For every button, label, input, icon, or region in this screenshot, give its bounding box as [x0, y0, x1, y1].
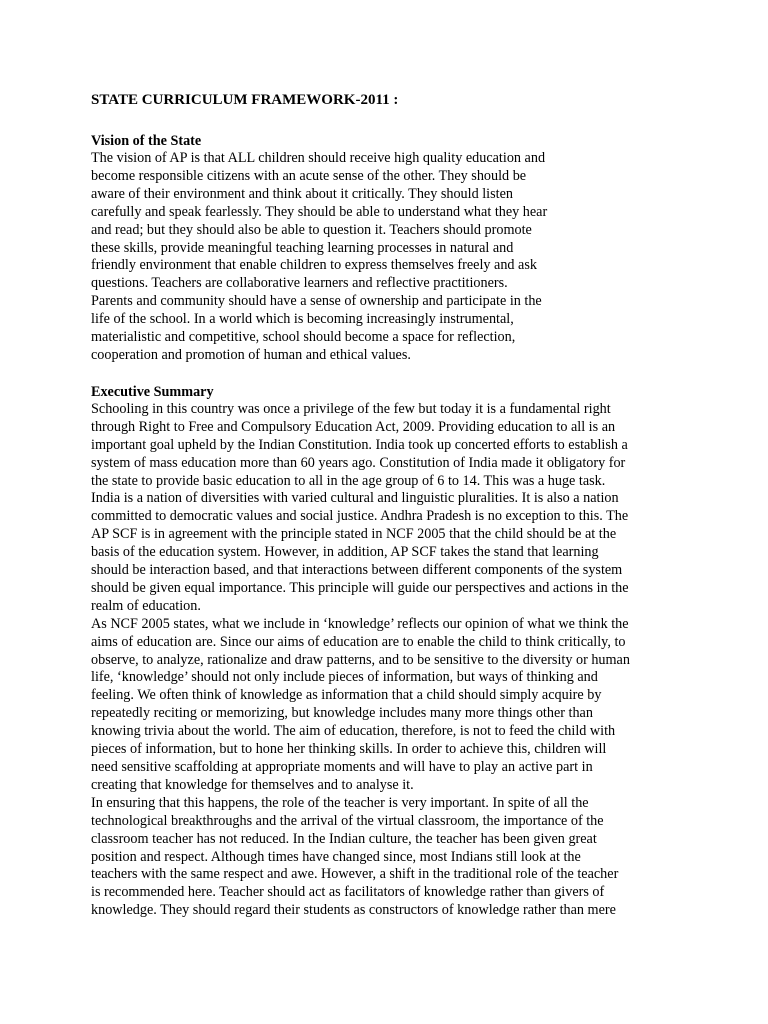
text-line: is recommended here. Teacher should act as facilitators of knowledge rather than givers of: [91, 884, 605, 901]
text-line: carefully and speak fearlessly. They should be able to understand what they hear: [91, 203, 548, 220]
text-line: become responsible citizens with an acute sense of the other. They should be: [91, 167, 527, 184]
text-line: friendly environment that enable children to express themselves freely and ask: [91, 257, 537, 274]
text-line: Parents and community should have a sense of ownership and participate in the: [91, 293, 542, 310]
text-line: In ensuring that this happens, the role of the teacher is very important. In spite of all the: [91, 794, 589, 811]
text-line: through Right to Free and Compulsory Education Act, 2009. Providing education to all is an: [91, 418, 616, 435]
text-line: important goal upheld by the Indian Constitution. India took up concerted efforts to establish a: [91, 436, 628, 453]
section-vision: [91, 132, 671, 365]
text-line: classroom teacher has not reduced. In the Indian culture, the teacher has been given great: [91, 830, 597, 847]
section-body-executive-summary: [91, 401, 671, 920]
text-line: knowing trivia about the world. The aim of education, therefore, is not to feed the child with: [91, 723, 616, 740]
text-line: AP SCF is in agreement with the principle stated in NCF 2005 that the child should be at the: [91, 526, 617, 543]
text-line: Schooling in this country was once a privilege of the few but today it is a fundamental right: [91, 400, 611, 417]
text-line: aims of education are. Since our aims of education are to enable the child to think critically, to: [91, 633, 626, 650]
text-line: As NCF 2005 states, what we include in ‘knowledge’ reflects our opinion of what we think the: [91, 615, 629, 632]
document-title: STATE CURRICULUM FRAMEWORK-2011 :: [91, 92, 399, 108]
text-line: realm of education.: [91, 597, 201, 614]
section-body-vision: [91, 150, 671, 365]
text-line: life, ‘knowledge’ should not only include pieces of information, but ways of thinking and: [91, 669, 598, 686]
text-line: need sensitive scaffolding at appropriate moments and will have to play an active part in: [91, 759, 593, 775]
text-line: committed to democratic values and social justice. Andhra Pradesh is no exception to this. The: [91, 508, 629, 525]
text-line: the state to provide basic education to all in the age group of 6 to 14. This was a huge task.: [91, 472, 606, 489]
text-line: basis of the education system. However, in addition, AP SCF takes the stand that learning: [91, 544, 599, 561]
text-line: position and respect. Although times have changed since, most Indians still look at the: [91, 848, 581, 865]
text-line: The vision of AP is that ALL children should receive high quality education and: [91, 150, 546, 166]
text-line: repeatedly reciting or memorizing, but knowledge includes many more things other than: [91, 705, 593, 722]
text-line: materialistic and competitive, school should become a space for reflection,: [91, 329, 516, 346]
section-heading-executive-summary: Executive Summary: [91, 383, 214, 400]
text-line: creating that knowledge for themselves and to analyse it.: [91, 776, 414, 793]
text-line: aware of their environment and think about it critically. They should listen: [91, 185, 513, 202]
section-executive-summary: [91, 383, 671, 920]
text-line: questions. Teachers are collaborative learners and reflective practitioners.: [91, 275, 508, 292]
text-line: observe, to analyze, rationalize and draw patterns, and to be sensitive to the diversity or human: [91, 651, 630, 668]
section-heading-vision: Vision of the State: [91, 133, 202, 149]
text-line: should be interaction based, and that interactions between different components of the system: [91, 562, 623, 579]
text-line: these skills, provide meaningful teaching learning processes in natural and: [91, 239, 514, 256]
text-line: feeling. We often think of knowledge as information that a child should simply acquire by: [91, 687, 602, 704]
text-line: life of the school. In a world which is becoming increasingly instrumental,: [91, 311, 514, 328]
text-line: teachers with the same respect and awe. However, a shift in the traditional role of the teacher: [91, 866, 619, 883]
text-line: pieces of information, but to hone her thinking skills. In order to achieve this, children will: [91, 741, 607, 758]
text-line: knowledge. They should regard their students as constructors of knowledge rather than mere: [91, 902, 616, 919]
text-line: technological breakthroughs and the arrival of the virtual classroom, the importance of the: [91, 812, 604, 829]
text-line: should be given equal importance. This principle will guide our perspectives and actions in the: [91, 579, 629, 596]
document-page: [91, 90, 671, 938]
text-line: India is a nation of diversities with varied cultural and linguistic pluralities. It is also a nation: [91, 490, 619, 507]
text-line: and read; but they should also be able to question it. Teachers should promote: [91, 221, 532, 238]
text-line: system of mass education more than 60 years ago. Constitution of India made it obligatory for: [91, 454, 626, 471]
text-line: cooperation and promotion of human and ethical values.: [91, 346, 411, 363]
